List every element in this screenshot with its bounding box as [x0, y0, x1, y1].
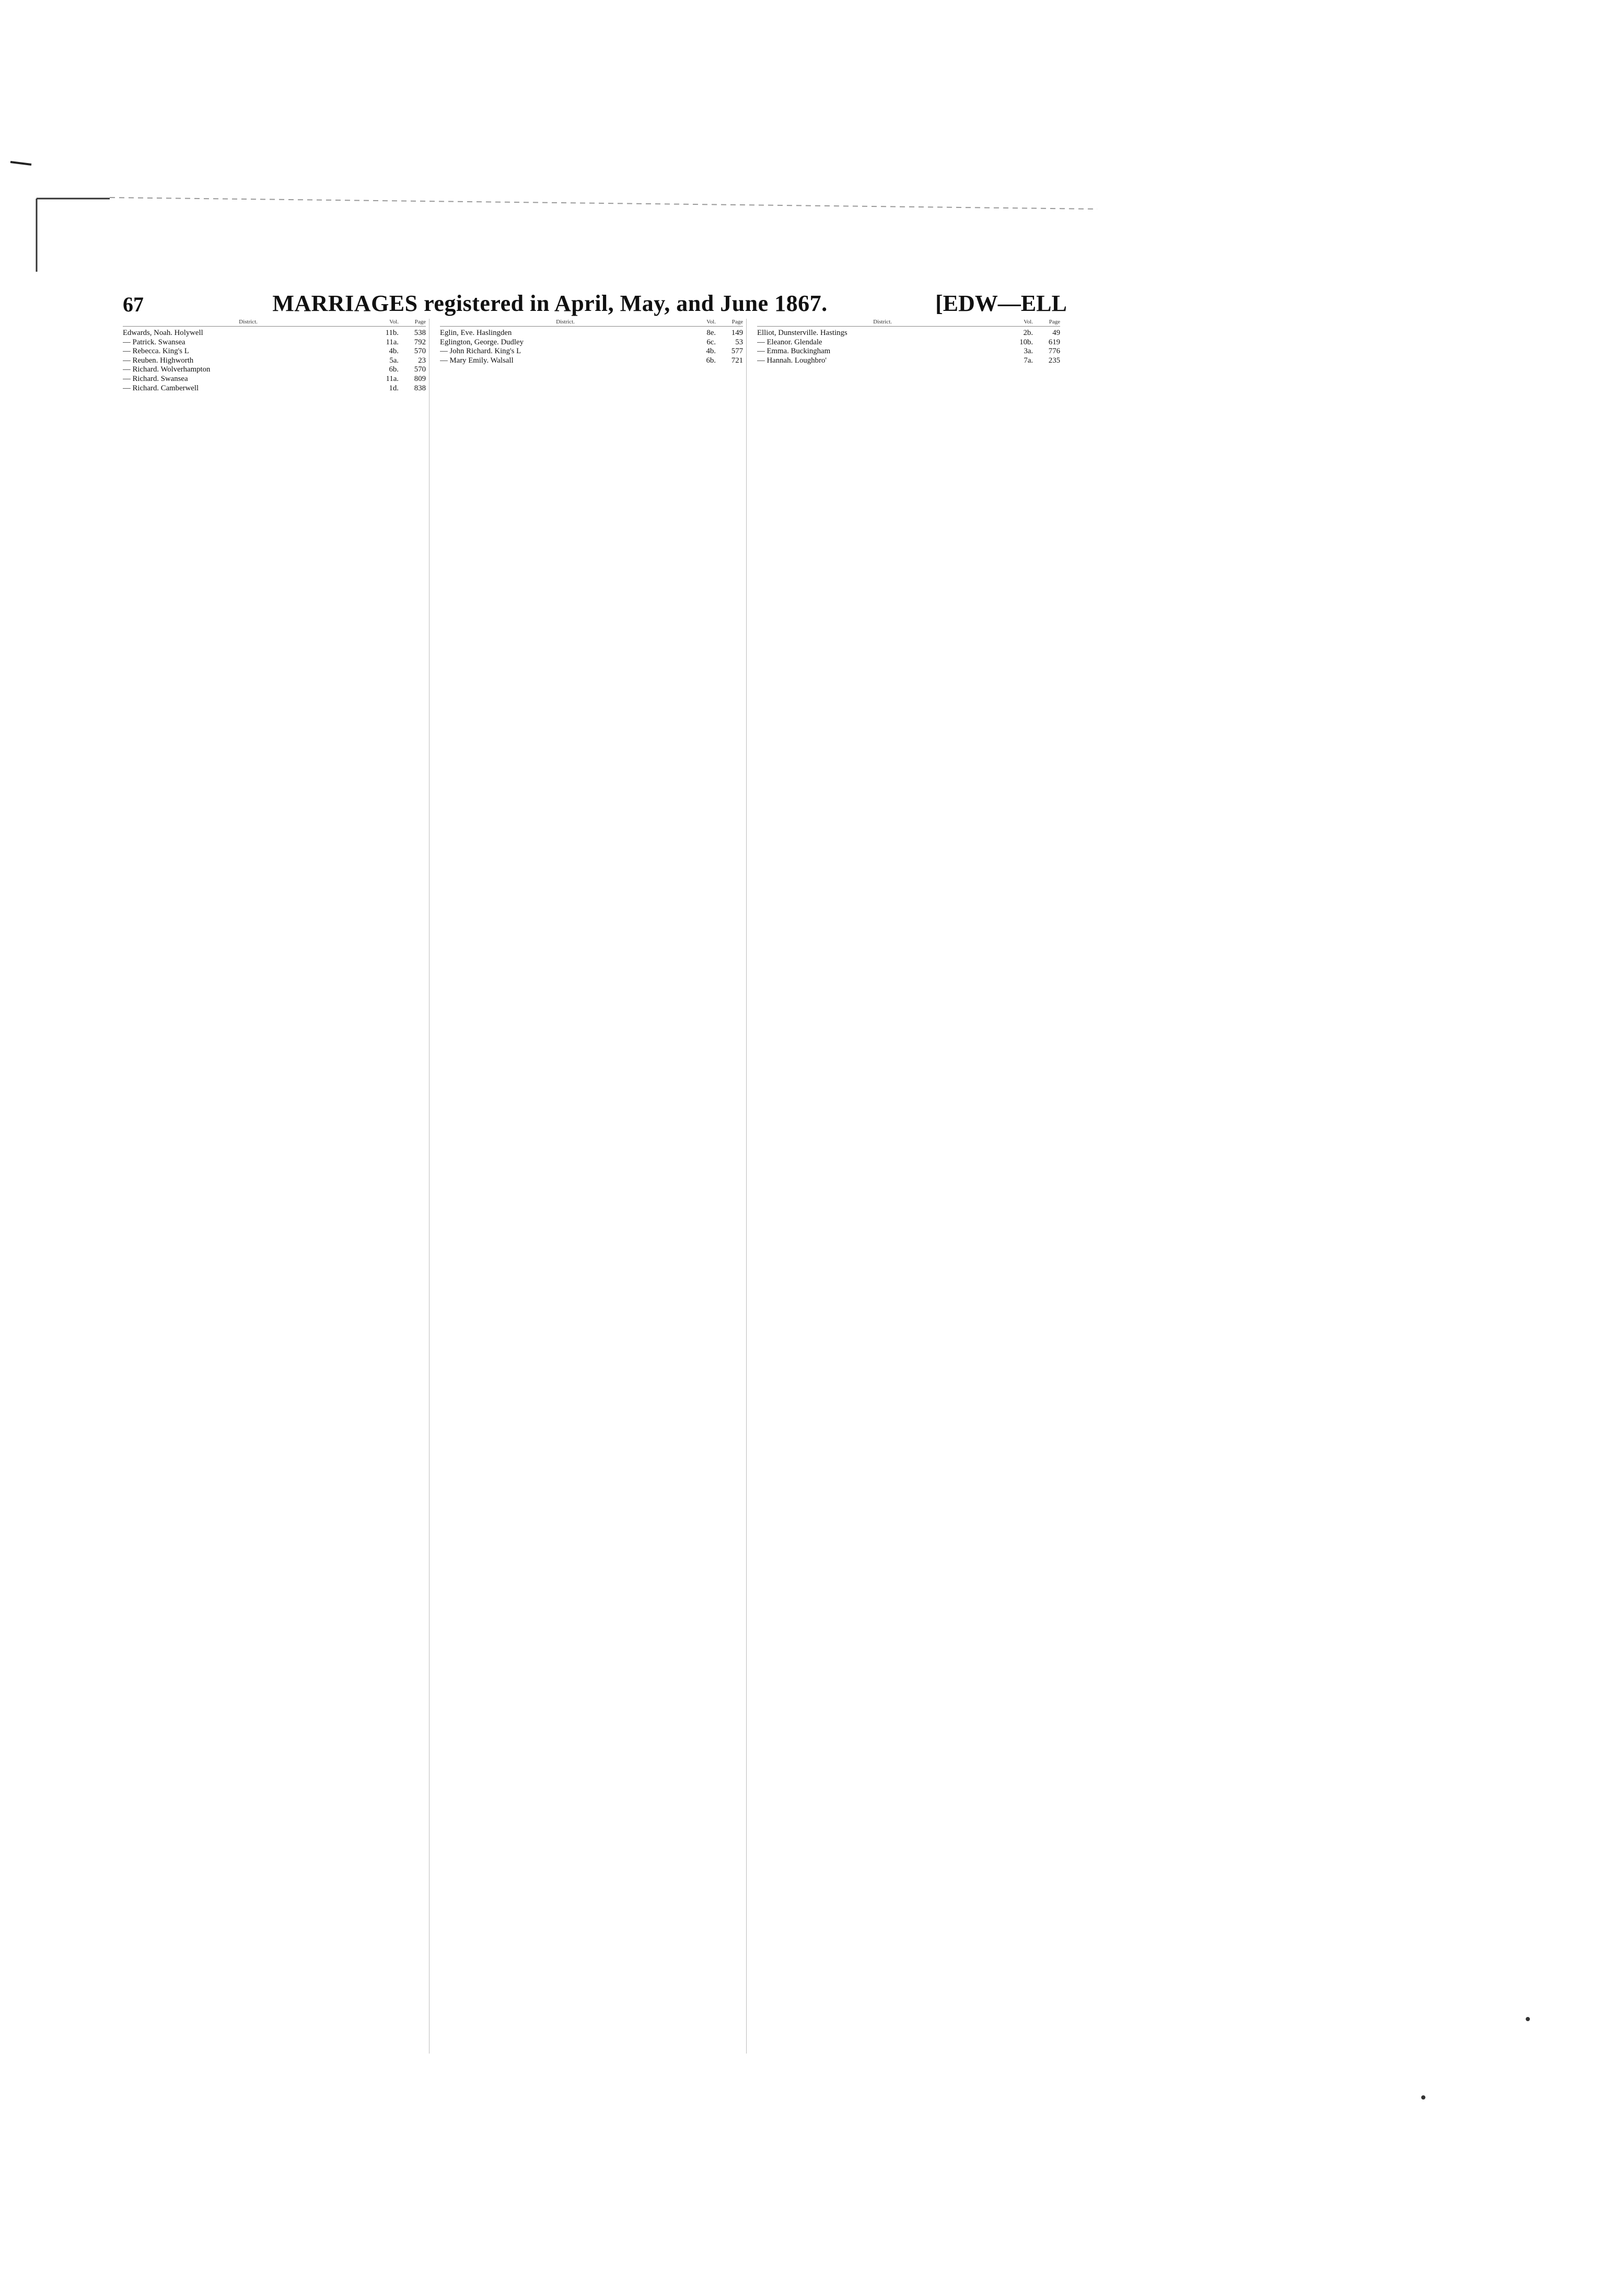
- vol-header: Vol.: [1024, 319, 1033, 325]
- entry-volume: 6b.: [706, 356, 716, 365]
- vol-header: Vol.: [389, 319, 399, 325]
- index-entry: [123, 347, 426, 356]
- entry-name: — Eleanor. Glendale: [757, 338, 822, 346]
- entry-page: 838: [414, 384, 426, 392]
- index-entry: [123, 365, 426, 375]
- entry-name: — Hannah. Loughbro': [757, 356, 827, 365]
- column-header: [123, 319, 426, 327]
- entry-page: 792: [414, 338, 426, 346]
- district-header: District.: [873, 319, 892, 325]
- index-entry: [440, 329, 743, 338]
- index-entry: [123, 329, 426, 338]
- scan-speck: [1421, 2095, 1425, 2100]
- page-header-label: Page: [732, 319, 743, 325]
- entry-name: — John Richard. King's L: [440, 347, 521, 356]
- index-entry: [123, 375, 426, 384]
- entry-volume: 11b.: [385, 329, 399, 337]
- index-entry: [123, 384, 426, 393]
- entry-name: — Richard. Wolverhampton: [123, 365, 211, 374]
- entry-volume: 6b.: [389, 365, 399, 374]
- entry-page: 577: [731, 347, 743, 356]
- index-entry: [757, 329, 1060, 338]
- entry-page: 570: [414, 365, 426, 374]
- column-header: [757, 319, 1060, 327]
- entry-name: — Emma. Buckingham: [757, 347, 831, 356]
- index-columns: [123, 319, 1063, 2054]
- index-entry: [123, 338, 426, 347]
- vol-header: Vol.: [706, 319, 716, 325]
- index-entry: [757, 338, 1060, 347]
- index-entry: [440, 347, 743, 356]
- index-entry: [757, 356, 1060, 366]
- entry-name: Eglington, George. Dudley: [440, 338, 524, 346]
- entry-page: 235: [1048, 356, 1060, 365]
- entry-name: — Richard. Camberwell: [123, 384, 199, 392]
- entry-volume: 11a.: [386, 338, 399, 346]
- entry-volume: 7a.: [1024, 356, 1033, 365]
- scan-speck: [1526, 2017, 1530, 2021]
- entry-page: 23: [418, 356, 426, 365]
- entry-volume: 10b.: [1019, 338, 1033, 346]
- entry-volume: 3a.: [1024, 347, 1033, 356]
- index-entry: [123, 356, 426, 366]
- entry-page: 538: [414, 329, 426, 337]
- index-column-2: [440, 319, 747, 2054]
- entry-volume: 11a.: [386, 374, 399, 383]
- entry-name: — Mary Emily. Walsall: [440, 356, 514, 365]
- index-entry: [440, 356, 743, 366]
- entry-name: — Patrick. Swansea: [123, 338, 185, 346]
- entry-page: 570: [414, 347, 426, 356]
- entry-name: — Rebecca. King's L: [123, 347, 189, 356]
- district-header: District.: [556, 319, 575, 325]
- district-header: District.: [239, 319, 258, 325]
- page-number: 67: [123, 293, 144, 316]
- entry-page: 776: [1048, 347, 1060, 356]
- entry-name: Eglin, Eve. Haslingden: [440, 329, 512, 337]
- page-range: [EDW—ELL: [935, 291, 1067, 316]
- entry-volume: 4b.: [389, 347, 399, 356]
- entry-name: — Richard. Swansea: [123, 374, 188, 383]
- column-header: [440, 319, 743, 327]
- entry-volume: 5a.: [389, 356, 399, 365]
- page-header-label: Page: [414, 319, 426, 325]
- entry-page: 149: [731, 329, 743, 337]
- index-entry: [757, 347, 1060, 356]
- page-header: [123, 275, 1067, 317]
- entry-page: 49: [1052, 329, 1060, 337]
- page-header-label: Page: [1049, 319, 1060, 325]
- entry-name: — Reuben. Highworth: [123, 356, 194, 365]
- entry-name: Elliot, Dunsterville. Hastings: [757, 329, 848, 337]
- entry-volume: 8e.: [706, 329, 716, 337]
- index-column-1: [123, 319, 429, 2054]
- entry-volume: 4b.: [706, 347, 716, 356]
- entry-volume: 6c.: [706, 338, 716, 346]
- entry-page: 721: [731, 356, 743, 365]
- entry-page: 619: [1048, 338, 1060, 346]
- page-title: MARRIAGES registered in April, May, and June 1867.: [272, 291, 828, 316]
- entry-volume: 1d.: [389, 384, 399, 392]
- entry-volume: 2b.: [1023, 329, 1033, 337]
- entry-page: 809: [414, 374, 426, 383]
- entry-page: 53: [735, 338, 743, 346]
- index-column-3: [757, 319, 1063, 2054]
- index-entry: [440, 338, 743, 347]
- entry-name: Edwards, Noah. Holywell: [123, 329, 203, 337]
